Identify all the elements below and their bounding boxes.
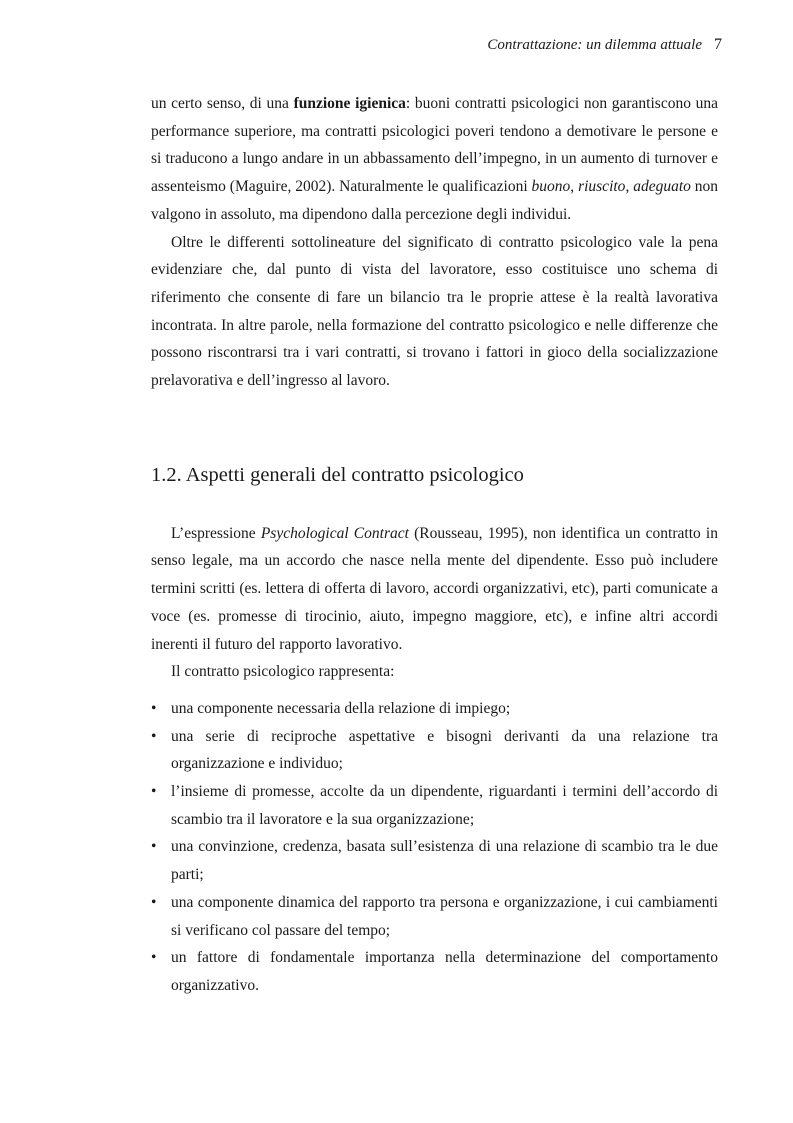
p1-italic-buono: buono <box>531 178 571 196</box>
bullet-item: • una convinzione, credenza, basata sull’esistenza di una relazione di scambio tra le due parti; <box>151 833 718 888</box>
p1-italic-adeguato: adeguato <box>633 178 691 196</box>
running-header <box>150 36 722 54</box>
bullet-item: • un fattore di fondamentale importanza nella determinazione del comportamento organizzativo. <box>151 944 718 999</box>
paragraph-1 <box>151 90 718 229</box>
p1-italic-riuscito: riuscito <box>578 178 626 196</box>
p1-text-e: non valgono in assoluto, ma dipendono dalla percezione degli individui. <box>151 178 719 223</box>
p1-bold-term: funzione igienica <box>293 95 406 112</box>
bullet-item: • una componente dinamica del rapporto tra persona e organizzazione, i cui cambiamenti si verificano col passare del tempo; <box>151 889 718 944</box>
page-number: 7 <box>714 36 722 53</box>
bullet-item: • l’insieme di promesse, accolte da un dipendente, riguardanti i termini dell’accordo di scambio tra il lavoratore e la sua organizzazione; <box>151 778 718 833</box>
paragraph-4: Il contratto psicologico rappresenta: <box>171 663 395 681</box>
header-title-sub: : un dilemma attuale <box>577 37 702 53</box>
p3-text-a: L’espressione <box>171 524 261 542</box>
p1-text-c: , <box>570 178 579 196</box>
bullet-item: • una componente necessaria della relazione di impiego; <box>151 695 718 723</box>
p3-text-b: (Rousseau, 1995), non identifica un contratto in senso legale, ma un accordo che nasce nella mente del dipendente. Esso può includere termini scritti (es. lettera di offerta di lavoro, accordi organizzativi, etc), parti comunicate a voce (es. promesse di tirocinio, aiuto, impegno maggiore, etc), e infine altri accordi inerenti il futuro del rapporto lavorativo. <box>151 524 718 653</box>
p1-text-b: : buoni contratti psicologici non garantiscono una performance superiore, ma contratti psicologici poveri tendono a demotivare le persone e si traducono a lungo andare in un abbassamento dell’impegno, in un aumento di turnover e assenteismo (Maguire, 2002). Naturalmente le qualificazioni <box>151 95 718 196</box>
section-heading: 1.2. Aspetti generali del contratto psicologico <box>151 463 524 486</box>
paragraph-2: Oltre le differenti sottolineature del significato di contratto psicologico vale la pena evidenziare che, dal punto di vista del lavoratore, esso costituisce uno schema di riferimento che consente di fare un bilancio tra le proprie attese è la realtà lavorativa incontrata. In altre parole, nella formazione del contratto psicologico e nelle differenze che possono riscontrarsi tra i vari contratti, si trovano i fattori in gioco della socializzazione prelavorativa e dell’ingresso al lavoro. <box>151 233 718 390</box>
bullet-list <box>151 695 718 1000</box>
paragraph-3 <box>151 520 718 659</box>
body-text <box>151 90 718 1000</box>
p1-text-a: un certo senso, di una <box>151 95 294 112</box>
p3-italic-term: Psychological Contract <box>260 524 409 542</box>
bullet-item: • una serie di reciproche aspettative e bisogni derivanti da una relazione tra organizzazione e individuo; <box>151 723 718 778</box>
p1-text-d: , <box>625 178 634 196</box>
header-title-main: Contrattazione <box>487 37 578 53</box>
